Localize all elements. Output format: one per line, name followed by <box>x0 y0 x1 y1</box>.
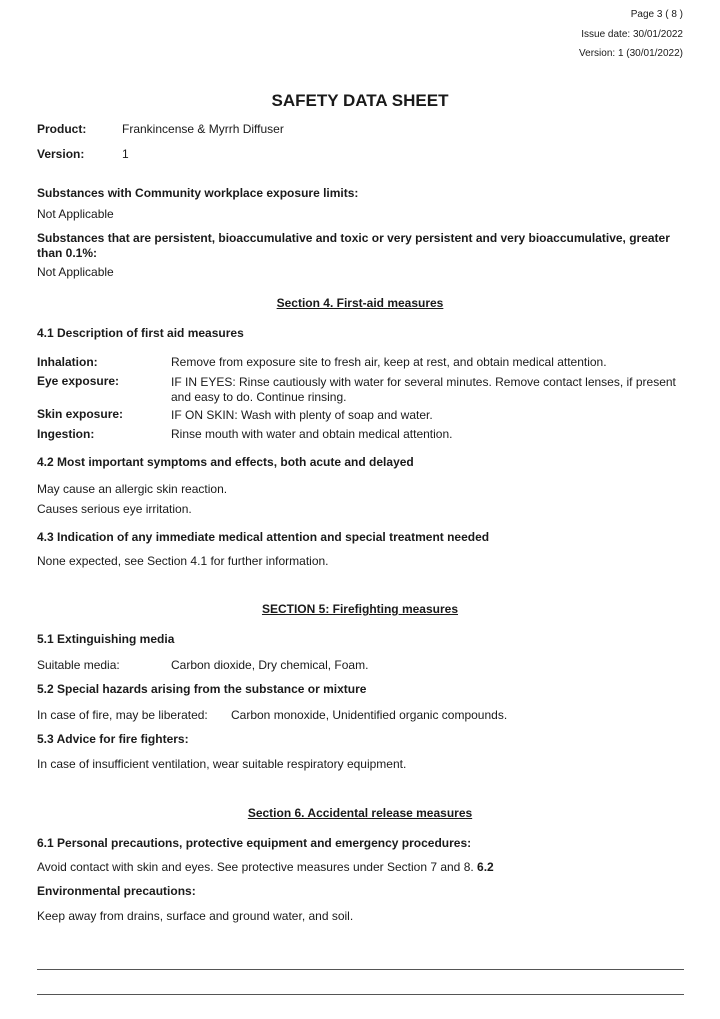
exposure-value: Not Applicable <box>37 207 114 221</box>
section-4-title: Section 4. First-aid measures <box>276 296 444 310</box>
pbt-value: Not Applicable <box>37 265 114 279</box>
product-value: Frankincense & Myrrh Diffuser <box>122 122 284 136</box>
section-5-3-text: In case of insufficient ventilation, wear suitable respiratory equipment. <box>37 757 407 771</box>
section-4-1-heading: 4.1 Description of first aid measures <box>37 326 244 340</box>
section-4-3-heading: 4.3 Indication of any immediate medical attention and special treatment needed <box>37 530 490 544</box>
skin-exposure-value: IF ON SKIN: Wash with plenty of soap and water. <box>171 408 433 422</box>
page-number: Page 3 ( 8 ) <box>630 9 683 20</box>
pbt-heading: Substances that are persistent, bioaccumulative and toxic or very persistent and very bioaccumulative, greater than 0.1%: <box>37 231 670 260</box>
fire-liberated-value: Carbon monoxide, Unidentified organic compounds. <box>231 708 508 722</box>
section-6-1-body: Avoid contact with skin and eyes. See protective measures under Section 7 and 8. <box>37 860 474 874</box>
version-label: Version: <box>37 147 85 161</box>
skin-exposure-label: Skin exposure: <box>37 407 124 421</box>
fire-liberated-label: In case of fire, may be liberated: <box>37 708 208 722</box>
symptom-2: Causes serious eye irritation. <box>37 502 192 516</box>
section-6-1-heading: 6.1 Personal precautions, protective equipment and emergency procedures: <box>37 836 472 850</box>
version-value: 1 <box>122 147 129 161</box>
product-label: Product: <box>37 122 87 136</box>
inhalation-value: Remove from exposure site to fresh air, keep at rest, and obtain medical attention. <box>171 355 607 369</box>
section-5-title: SECTION 5: Firefighting measures <box>261 602 459 616</box>
inhalation-label: Inhalation: <box>37 355 98 369</box>
suitable-media-value: Carbon dioxide, Dry chemical, Foam. <box>171 658 369 672</box>
ingestion-label: Ingestion: <box>37 427 95 441</box>
environmental-precautions-text: Keep away from drains, surface and ground water, and soil. <box>37 909 354 923</box>
ingestion-value: Rinse mouth with water and obtain medical attention. <box>171 427 453 441</box>
section-5-1-heading: 5.1 Extinguishing media <box>37 632 175 646</box>
environmental-precautions-heading: Environmental precautions: <box>37 884 196 898</box>
section-5-2-heading: 5.2 Special hazards arising from the substance or mixture <box>37 682 367 696</box>
suitable-media-label: Suitable media: <box>37 658 120 672</box>
section-6-title: Section 6. Accidental release measures <box>247 806 473 820</box>
footer-divider-top <box>37 969 684 970</box>
footer-divider-bottom <box>37 994 684 995</box>
eye-exposure-value: IF IN EYES: Rinse cautiously with water for several minutes. Remove contact lenses, if present and easy to do. Continue rinsing. <box>171 375 676 404</box>
issue-date: Issue date: 30/01/2022 <box>581 29 683 40</box>
section-5-3-heading: 5.3 Advice for fire fighters: <box>37 732 189 746</box>
symptom-1: May cause an allergic skin reaction. <box>37 482 228 496</box>
section-4-2-heading: 4.2 Most important symptoms and effects, both acute and delayed <box>37 455 414 469</box>
exposure-heading: Substances with Community workplace exposure limits: <box>37 186 359 200</box>
version-info: Version: 1 (30/01/2022) <box>579 48 683 59</box>
document-title: SAFETY DATA SHEET <box>271 91 449 110</box>
eye-exposure-label: Eye exposure: <box>37 374 120 388</box>
section-4-3-text: None expected, see Section 4.1 for further information. <box>37 554 329 568</box>
section-6-2-number: 6.2 <box>477 860 494 874</box>
section-6-1-text <box>37 860 494 875</box>
